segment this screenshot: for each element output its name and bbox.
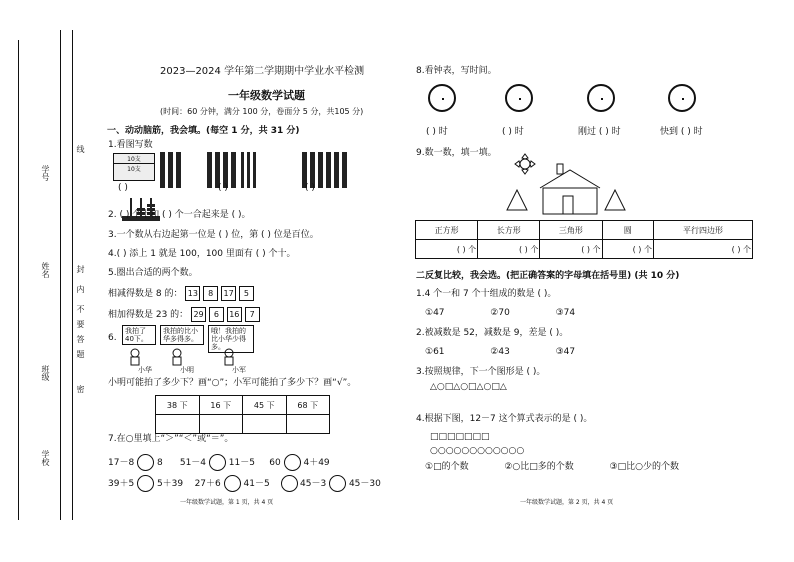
option[interactable]: ②43 xyxy=(490,347,510,357)
expression: 8 xyxy=(156,458,163,468)
q5a-label: 相减得数是 8 的： xyxy=(108,289,183,299)
binding-line-mid xyxy=(60,30,61,520)
child-figure-icon xyxy=(128,348,142,366)
child-name: 小明 xyxy=(180,366,194,374)
table-cell: 45 下 xyxy=(243,396,287,415)
q8-label: 8.看钟表，写时间。 xyxy=(416,66,497,76)
number-box[interactable]: 8 xyxy=(203,286,218,301)
table-cell: 68 下 xyxy=(286,396,330,415)
number-box[interactable]: 13 xyxy=(185,286,200,301)
speech-bubble: 我拍了40下。 xyxy=(122,325,156,345)
shape-pattern: △○□△○□△○□△ xyxy=(430,382,507,392)
option[interactable]: ①□的个数 xyxy=(425,462,469,472)
number-box[interactable]: 29 xyxy=(191,307,206,322)
exam-header: 2023—2024 学年第二学期期中学业水平检测 xyxy=(160,66,365,77)
q6-label: 6. xyxy=(108,333,117,343)
compare-row xyxy=(108,454,330,471)
q1-label: 1.看图写数 xyxy=(108,140,153,150)
answer-cell[interactable] xyxy=(199,415,243,434)
sticks-icon xyxy=(205,150,265,190)
table-header: 三角形 xyxy=(540,221,602,240)
s2q2-options xyxy=(425,347,575,358)
s2q1-text: 1.4 个一和 7 个十组成的数是 ( )。 xyxy=(416,289,557,299)
bundle-label: 10支 xyxy=(127,166,141,173)
binding-mark: 密 xyxy=(76,385,85,393)
table-header: 平行四边形 xyxy=(653,221,752,240)
table-row xyxy=(156,396,330,415)
compare-circle[interactable] xyxy=(224,475,241,492)
q9-label: 9.数一数，填一填。 xyxy=(416,148,497,158)
option[interactable]: ③74 xyxy=(555,308,576,318)
speech-bubble: 哦！我拍的比小华少得多。 xyxy=(208,325,254,353)
time-answer[interactable]: ( ) 时 xyxy=(502,127,524,137)
table-row xyxy=(416,221,753,240)
expression: 39＋5 xyxy=(108,479,135,489)
expression: 45－3 xyxy=(300,479,327,489)
squares-row: □□□□□□□ xyxy=(430,432,490,442)
student-id-label: 学号 xyxy=(41,165,50,181)
option[interactable]: ①61 xyxy=(425,347,445,357)
exam-info: (时间：60 分钟，满分 100 分，卷面分 5 分，共105 分) xyxy=(160,107,364,116)
number-box[interactable]: 7 xyxy=(245,307,260,322)
count-cell[interactable]: ( ) 个 xyxy=(602,240,653,259)
q1-answer-blank[interactable]: ( ) xyxy=(218,183,228,193)
binding-mark: 不 xyxy=(76,305,85,313)
binding-mark: 线 xyxy=(76,145,85,153)
q6-table xyxy=(155,395,330,434)
section1-title: 一、动动脑筋，我会填。(每空 1 分，共 31 分) xyxy=(107,126,300,136)
count-cell[interactable]: ( ) 个 xyxy=(416,240,478,259)
expression: 5＋39 xyxy=(156,479,184,489)
speech-bubble: 我拍的比小华多得多。 xyxy=(160,325,204,345)
q3-text: 3.一个数从右边起第一位是 ( ) 位，第 ( ) 位是百位。 xyxy=(108,230,319,240)
time-answer[interactable]: ( ) 时 xyxy=(426,127,448,137)
s2q2-text: 2.被减数是 52，减数是 9，差是 ( )。 xyxy=(416,328,569,338)
answer-cell[interactable] xyxy=(286,415,330,434)
number-box[interactable]: 16 xyxy=(227,307,242,322)
q5-text: 5.圈出合适的两个数。 xyxy=(108,268,198,278)
q7-label: 7.在○里填上“＞”“＜”或“＝”。 xyxy=(108,434,234,444)
time-answer[interactable]: 快到 ( ) 时 xyxy=(660,127,703,137)
child-figure-icon xyxy=(222,348,236,366)
binding-mark: 封 xyxy=(76,265,85,273)
expression: 45－30 xyxy=(348,479,381,489)
answer-cell[interactable] xyxy=(156,415,200,434)
expression: 27＋6 xyxy=(194,479,221,489)
binding-line-outer xyxy=(18,40,19,520)
expression: 60 xyxy=(269,458,281,468)
compare-circle[interactable] xyxy=(209,454,226,471)
q2-text: 2. ( ) 个十和 ( ) 个一合起来是 ( )。 xyxy=(108,210,251,220)
expression: 11－5 xyxy=(228,458,255,468)
right-footer: 一年级数学试题，第 2 页，共 4 页 xyxy=(520,499,614,506)
clock-icon xyxy=(505,84,533,112)
s2q3-text: 3.按照规律，下一个图形是 ( )。 xyxy=(416,367,546,377)
table-row xyxy=(416,240,753,259)
table-header: 长方形 xyxy=(478,221,540,240)
table-row xyxy=(156,415,330,434)
bundle-label: 10支 xyxy=(114,154,154,164)
count-cell[interactable]: ( ) 个 xyxy=(653,240,752,259)
q9-table xyxy=(415,220,753,259)
number-box[interactable]: 17 xyxy=(221,286,236,301)
q5b-label: 相加得数是 23 的： xyxy=(108,310,189,320)
option[interactable]: ①47 xyxy=(425,308,445,318)
compare-circle[interactable] xyxy=(284,454,301,471)
binding-mark: 题 xyxy=(76,350,85,358)
binding-mark: 要 xyxy=(76,320,85,328)
child-name: 小军 xyxy=(232,366,246,374)
child-name: 小华 xyxy=(138,366,152,374)
option[interactable]: ③□比○少的个数 xyxy=(609,462,679,472)
circles-row: ○○○○○○○○○○○○ xyxy=(430,446,525,456)
s2q1-options xyxy=(425,308,575,319)
compare-circle[interactable] xyxy=(137,454,154,471)
house-picture xyxy=(505,150,635,216)
compare-row xyxy=(108,475,298,492)
name-label: 姓名 xyxy=(41,262,50,278)
compare-circle[interactable] xyxy=(329,475,346,492)
q6-text: 小明可能拍了多少下？画“○”；小军可能拍了多少下？画“√”。 xyxy=(108,378,357,388)
exam-title: 一年级数学试题 xyxy=(228,89,305,102)
binding-line-inner xyxy=(72,30,73,520)
table-header: 圆 xyxy=(602,221,653,240)
child-figure-icon xyxy=(170,348,184,366)
q1-answer-blank[interactable]: ( ) xyxy=(118,183,128,193)
expression: 4＋49 xyxy=(303,458,330,468)
clock-icon xyxy=(668,84,696,112)
q4-text: 4.( ) 添上 1 就是 100，100 里面有 ( ) 个十。 xyxy=(108,249,296,259)
bundle-box xyxy=(113,153,155,181)
s2q4-text: 4.根据下图，12－7 这个算式表示的是 ( )。 xyxy=(416,414,593,424)
count-cell[interactable]: ( ) 个 xyxy=(540,240,602,259)
expression: 51－4 xyxy=(179,458,207,468)
table-cell: 38 下 xyxy=(156,396,200,415)
compare-circle[interactable] xyxy=(281,475,298,492)
compare-circle[interactable] xyxy=(137,475,154,492)
clock-icon xyxy=(428,84,456,112)
table-cell: 16 下 xyxy=(199,396,243,415)
option[interactable]: ②70 xyxy=(490,308,510,318)
option[interactable]: ②○比□多的个数 xyxy=(504,462,574,472)
option[interactable]: ③47 xyxy=(555,347,576,357)
section2-title: 二反复比较，我会选。(把正确答案的字母填在括号里) (共 10 分) xyxy=(416,271,680,281)
count-cell[interactable]: ( ) 个 xyxy=(478,240,540,259)
s2q4-options xyxy=(425,462,679,473)
q1-answer-blank[interactable]: ( ) xyxy=(305,183,315,193)
expression: 41－5 xyxy=(243,479,270,489)
class-label: 班级 xyxy=(41,365,50,381)
expression: 17－8 xyxy=(108,458,135,468)
left-footer: 一年级数学试题，第 1 页，共 4 页 xyxy=(180,499,274,506)
binding-mark: 答 xyxy=(76,335,85,343)
answer-cell[interactable] xyxy=(243,415,287,434)
q5a-row xyxy=(108,286,254,301)
q5b-row xyxy=(108,307,260,322)
time-answer[interactable]: 刚过 ( ) 时 xyxy=(578,127,621,137)
number-box[interactable]: 5 xyxy=(239,286,254,301)
clock-icon xyxy=(587,84,615,112)
sticks-icon xyxy=(158,150,184,190)
compare-expression xyxy=(300,475,381,492)
binding-mark: 内 xyxy=(76,285,85,293)
number-box[interactable]: 6 xyxy=(209,307,224,322)
table-header: 正方形 xyxy=(416,221,478,240)
school-label: 学校 xyxy=(41,450,50,466)
